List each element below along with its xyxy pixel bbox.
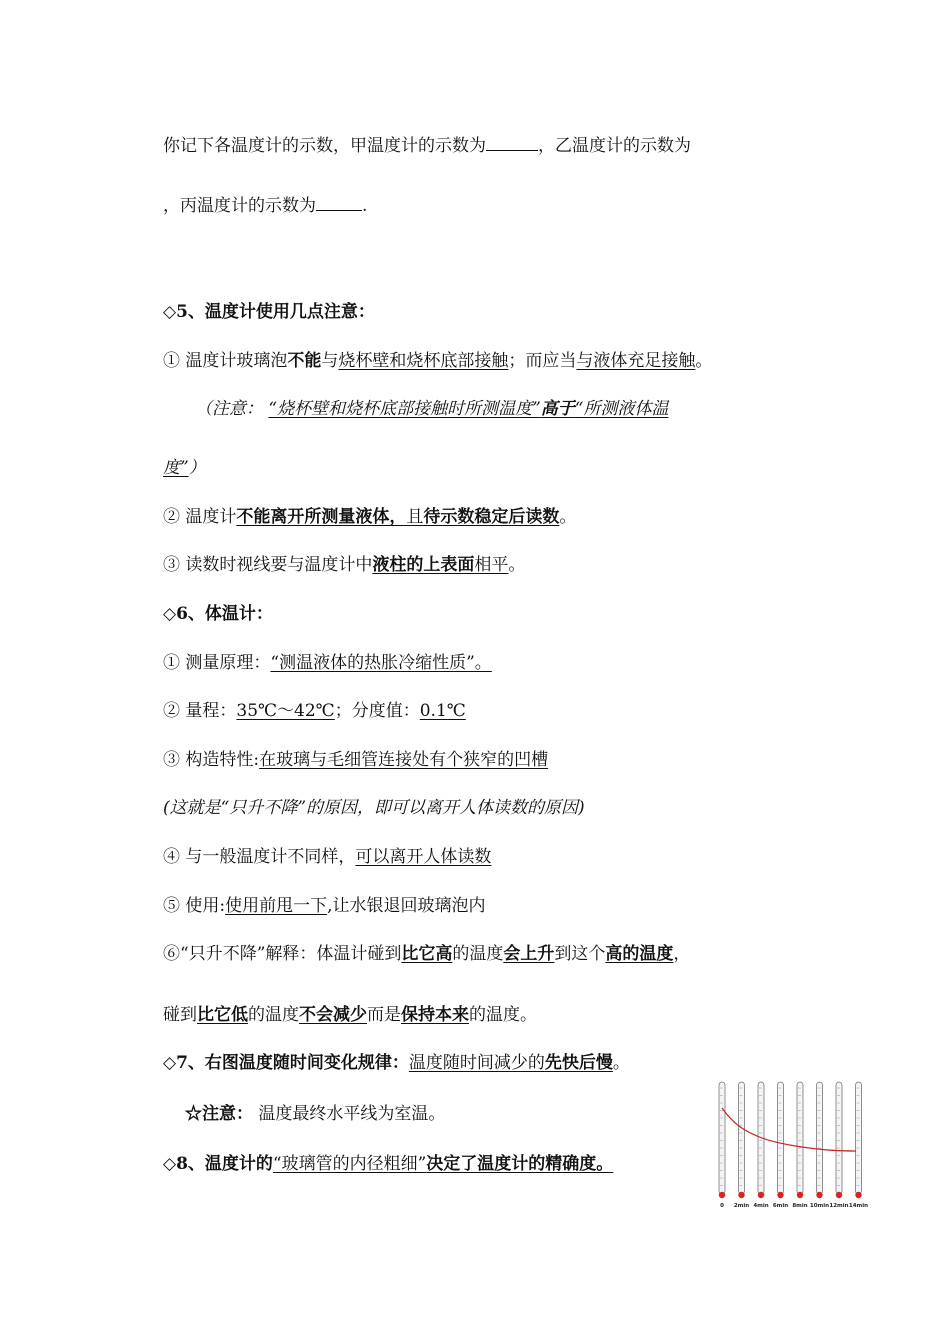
s6-6b-b: 比它低 bbox=[197, 1005, 248, 1025]
s6-6-e: 到这个 bbox=[554, 944, 606, 964]
s6-4-b: 可以离开人体读数 bbox=[355, 847, 492, 867]
time-label: 4min bbox=[753, 1203, 769, 1209]
thermometer-figure-svg bbox=[716, 1080, 872, 1210]
time-label: 2min bbox=[733, 1203, 750, 1209]
s7-a: ◇7、右图温度随时间变化规律： bbox=[163, 1053, 409, 1073]
s6-item-5 bbox=[163, 895, 486, 917]
s6-item-3-note: (这就是“只升不降”的原因，即可以离开人体读数的原因) bbox=[163, 798, 585, 818]
s5-2-d: 待示数稳定后读数 bbox=[423, 507, 560, 527]
s5-item-2 bbox=[163, 506, 576, 528]
note-line-1 bbox=[195, 398, 669, 420]
s6-6-a: ⑥“只升不降”解释：体温计碰到 bbox=[163, 944, 402, 964]
s6-6-c: 的温度 bbox=[452, 944, 504, 964]
s6-2-b: 35℃～42℃ bbox=[236, 701, 335, 721]
time-label: 12min bbox=[829, 1203, 849, 1209]
thermometer-bulb bbox=[855, 1192, 861, 1198]
thermometer-tube bbox=[836, 1082, 842, 1194]
s6-item-4 bbox=[163, 846, 491, 868]
note-f: ） bbox=[188, 458, 206, 478]
thermometer-tube bbox=[739, 1082, 745, 1194]
blank-jia bbox=[486, 135, 538, 151]
section-5-title: ◇5、温度计使用几点注意： bbox=[163, 302, 375, 322]
s5-1-g: 。 bbox=[695, 351, 713, 371]
s6-1-b: “测温液体的热胀冷缩性质”。 bbox=[270, 653, 492, 673]
s5-1-c: 与 bbox=[321, 351, 339, 371]
s7-c: 先快后慢 bbox=[544, 1053, 613, 1073]
s6-3-b: 在玻璃与毛细管连接处有个狭窄的凹槽 bbox=[259, 750, 549, 770]
thermometer-bulb bbox=[738, 1192, 744, 1198]
text-line-2 bbox=[163, 195, 367, 217]
thermometer-tube bbox=[817, 1082, 823, 1194]
s5-1-e: ；而应当 bbox=[508, 351, 577, 371]
s7n-a: ☆注意： bbox=[185, 1104, 253, 1124]
s6-6-f: 高的温度 bbox=[605, 944, 674, 964]
s6-5-a: ⑤ 使用: bbox=[163, 896, 226, 916]
note-e: 度” bbox=[163, 458, 189, 478]
s6-2-d: 0.1℃ bbox=[419, 701, 466, 721]
s5-1-a: ① 温度计玻璃泡 bbox=[163, 351, 288, 371]
time-label: 0 bbox=[720, 1203, 724, 1209]
s6-item-6-cont bbox=[163, 1004, 537, 1026]
thermometer-tube bbox=[719, 1082, 725, 1194]
section-7 bbox=[163, 1052, 630, 1074]
s8-a: ◇8、温度计的 bbox=[163, 1154, 273, 1174]
s6-6b-a: 碰到 bbox=[163, 1005, 197, 1025]
s7-d: 。 bbox=[612, 1053, 630, 1073]
s6-item-1 bbox=[163, 652, 492, 674]
s8-b: “玻璃管的内径粗细” bbox=[272, 1154, 427, 1174]
s5-2-c: 且 bbox=[406, 507, 424, 527]
s5-3-a: ③ 读数时视线要与温度计中 bbox=[163, 555, 373, 575]
thermometer-tube bbox=[778, 1082, 784, 1194]
s5-2-e: 。 bbox=[559, 507, 577, 527]
note-a: （注意： bbox=[195, 399, 263, 419]
thermometer-bulb bbox=[719, 1192, 725, 1198]
s5-1-b: 不能 bbox=[287, 351, 322, 371]
s5-3-b: 液柱的上表面 bbox=[372, 555, 475, 575]
s6-6b-g: 的温度。 bbox=[469, 1005, 537, 1025]
thermometer-cooling-figure bbox=[716, 1080, 872, 1210]
thermometer-tube bbox=[856, 1082, 862, 1194]
l2-a: ，丙温度计的示数为 bbox=[163, 196, 316, 216]
s6-item-6 bbox=[163, 943, 690, 965]
s5-2-b: 不能离开所测量液体， bbox=[236, 507, 407, 527]
s6-6b-c: 的温度 bbox=[248, 1005, 299, 1025]
l1-a: 你记下各温度计的示数，甲温度计的示数为 bbox=[163, 136, 486, 156]
s6-2-a: ② 量程： bbox=[163, 701, 237, 721]
s7-b: 温度随时间减少的 bbox=[408, 1053, 545, 1073]
note-b: “烧杯壁和烧杯底部接触时所测温度” bbox=[268, 399, 541, 419]
s6-5-c: ,让水银退回玻璃泡内 bbox=[327, 896, 486, 916]
s6-6-d: 会上升 bbox=[503, 944, 555, 964]
s5-2-a: ② 温度计 bbox=[163, 507, 237, 527]
s6-6b-e: 而是 bbox=[367, 1005, 401, 1025]
section-7-note bbox=[185, 1103, 445, 1125]
l1-b: ，乙温度计的示数为 bbox=[538, 136, 691, 156]
text-line-1 bbox=[163, 135, 691, 157]
s6-2-c: ；分度值： bbox=[334, 701, 420, 721]
s6-6b-f: 保持本来 bbox=[401, 1005, 469, 1025]
time-label: 14min bbox=[848, 1203, 869, 1209]
time-label: 8min bbox=[792, 1203, 808, 1209]
time-label: 6min bbox=[772, 1203, 789, 1209]
s8-c: 决定了温度计的精确度。 bbox=[426, 1154, 614, 1174]
s5-item-3 bbox=[163, 554, 525, 576]
note-line-2 bbox=[163, 457, 206, 479]
time-label: 10min bbox=[809, 1203, 830, 1209]
section-8 bbox=[163, 1153, 613, 1175]
s6-item-3 bbox=[163, 749, 548, 771]
s6-3-a: ③ 构造特性: bbox=[163, 750, 260, 770]
s6-1-a: ① 测量原理： bbox=[163, 653, 271, 673]
s5-1-d: 烧杯壁和烧杯底部接触 bbox=[338, 351, 509, 371]
l2-b: . bbox=[362, 196, 368, 216]
thermometer-bulb bbox=[836, 1192, 842, 1198]
thermometer-bulb bbox=[777, 1192, 783, 1198]
thermometer-tube bbox=[797, 1082, 803, 1194]
thermometer-bulb bbox=[758, 1192, 764, 1198]
section-6-title: ◇6、体温计： bbox=[163, 604, 273, 624]
blank-bing bbox=[316, 195, 362, 211]
s5-item-1 bbox=[163, 350, 712, 372]
note-d: “所测液体温 bbox=[574, 399, 669, 419]
s6-4-a: ④ 与一般温度计不同样， bbox=[163, 847, 356, 867]
thermometer-bulb bbox=[797, 1192, 803, 1198]
s7n-b: 温度最终水平线为室温。 bbox=[258, 1104, 446, 1124]
s5-3-c: 相平 bbox=[474, 555, 509, 575]
s6-item-2 bbox=[163, 700, 466, 722]
s6-6-g: ， bbox=[673, 944, 691, 964]
s5-3-d: 。 bbox=[508, 555, 526, 575]
s5-1-f: 与液体充足接触 bbox=[576, 351, 696, 371]
s6-5-b: 使用前甩一下 bbox=[225, 896, 328, 916]
note-c: 高于 bbox=[540, 399, 575, 419]
s6-6b-d: 不会减少 bbox=[299, 1005, 367, 1025]
thermometer-bulb bbox=[816, 1192, 822, 1198]
s6-6-b: 比它高 bbox=[401, 944, 453, 964]
